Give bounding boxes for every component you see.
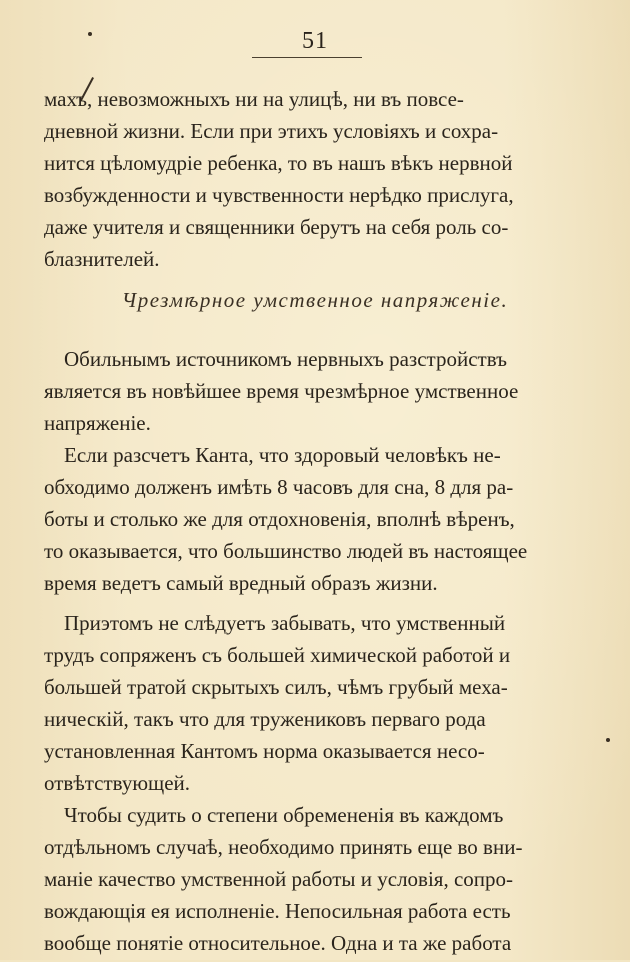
- text-line: установленная Кантомъ норма оказывается несо-: [44, 739, 485, 763]
- text-line: трудъ сопряженъ съ большей химической работой и: [44, 643, 511, 667]
- text-line: вообще понятіе относительное. Одна и та же работа: [44, 931, 512, 955]
- text-line: отдѣльномъ случаѣ, необходимо принять еще во вни-: [44, 835, 523, 859]
- ink-speck: [88, 32, 92, 36]
- text-line: Если разсчетъ Канта, что здоровый человѣкъ не-: [64, 443, 501, 467]
- text-line: обходимо долженъ имѣть 8 часовъ для сна, 8 для ра-: [44, 475, 514, 499]
- text-line: маніе качество умственной работы и условія, сопро-: [44, 867, 514, 891]
- text-line: боты и столько же для отдохновенія, вполнѣ вѣренъ,: [44, 507, 515, 531]
- text-line: даже учителя и священники берутъ на себя роль со-: [44, 215, 509, 239]
- section-heading: Чрезмѣрное умственное напряженіе.: [121, 288, 509, 312]
- page-number: 51: [302, 28, 328, 54]
- text-line: вождающія ея исполненіе. Непосильная работа есть: [44, 899, 511, 923]
- text-line: возбужденности и чувственности нерѣдко прислуга,: [44, 183, 514, 207]
- header-rule: [252, 57, 362, 58]
- text-line: отвѣтствующей.: [44, 771, 191, 795]
- text-line: нится цѣломудріе ребенка, то въ нашъ вѣкъ нервной: [44, 151, 513, 175]
- text-line: Приэтомъ не слѣдуетъ забывать, что умственный: [64, 611, 506, 635]
- text-line: блазнителей.: [44, 247, 160, 271]
- text-line: большей тратой скрытыхъ силъ, чѣмъ грубый меха-: [44, 675, 508, 699]
- text-line: Чтобы судить о степени обремененія въ каждомъ: [64, 803, 504, 827]
- text-line: дневной жизни. Если при этихъ условіяхъ и сохра-: [44, 119, 499, 143]
- text-line: Обильнымъ источникомъ нервныхъ разстройствъ: [64, 347, 507, 371]
- text-line: ническій, такъ что для тружениковъ перваго рода: [44, 707, 486, 731]
- ink-speck: [606, 738, 610, 742]
- text-line: время ведетъ самый вредный образъ жизни.: [44, 571, 438, 595]
- text-line: махъ, невозможныхъ ни на улицѣ, ни въ повсе-: [44, 87, 464, 111]
- text-line: то оказывается, что большинство людей въ настоящее: [44, 539, 528, 563]
- text-line: напряженіе.: [44, 411, 151, 435]
- text-line: является въ новѣйшее время чрезмѣрное умственное: [44, 379, 519, 403]
